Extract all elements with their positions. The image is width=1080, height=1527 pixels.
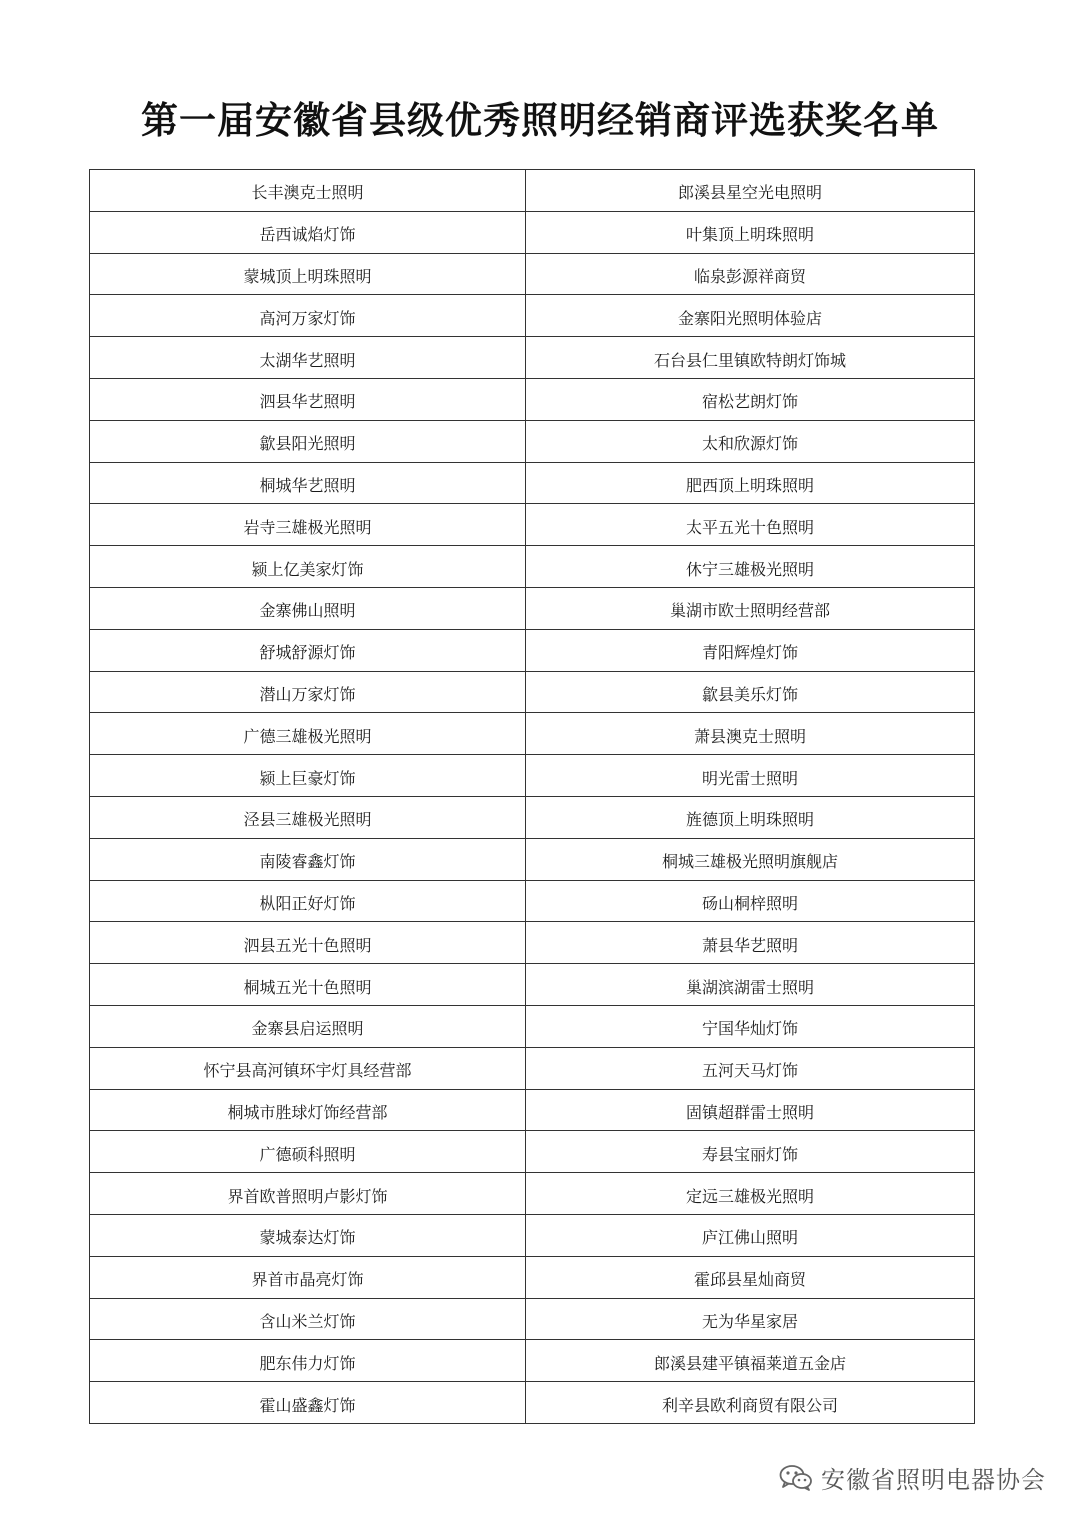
- winner-cell-left: 桐城华艺照明: [90, 462, 526, 504]
- table-row: [90, 170, 975, 212]
- winner-cell-left: 肥东伟力灯饰: [90, 1340, 526, 1382]
- table-row: [90, 1382, 975, 1424]
- winner-cell-left: 金寨县启运照明: [90, 1005, 526, 1047]
- table-row: [90, 1256, 975, 1298]
- table-row: [90, 922, 975, 964]
- winner-cell-right: 萧县华艺照明: [526, 922, 975, 964]
- winner-cell-left: 含山米兰灯饰: [90, 1298, 526, 1340]
- winner-cell-right: 砀山桐梓照明: [526, 880, 975, 922]
- winner-cell-left: 颍上亿美家灯饰: [90, 546, 526, 588]
- winner-cell-left: 潜山万家灯饰: [90, 671, 526, 713]
- winner-cell-left: 界首市晶亮灯饰: [90, 1256, 526, 1298]
- winner-cell-right: 临泉彭源祥商贸: [526, 253, 975, 295]
- table-row: [90, 671, 975, 713]
- winner-cell-left: 舒城舒源灯饰: [90, 629, 526, 671]
- winner-cell-right: 旌德顶上明珠照明: [526, 796, 975, 838]
- table-row: [90, 211, 975, 253]
- winner-cell-right: 桐城三雄极光照明旗舰店: [526, 838, 975, 880]
- winner-cell-left: 岳西诚焰灯饰: [90, 211, 526, 253]
- winner-cell-right: 寿县宝丽灯饰: [526, 1131, 975, 1173]
- winner-cell-left: 太湖华艺照明: [90, 337, 526, 379]
- winner-cell-right: 金寨阳光照明体验店: [526, 295, 975, 337]
- winner-cell-left: 桐城五光十色照明: [90, 964, 526, 1006]
- winner-cell-left: 广德三雄极光照明: [90, 713, 526, 755]
- table-row: [90, 796, 975, 838]
- winner-cell-right: 郎溪县星空光电照明: [526, 170, 975, 212]
- table-row: [90, 253, 975, 295]
- winner-cell-right: 巢湖市欧士照明经营部: [526, 587, 975, 629]
- watermark: [779, 1460, 1046, 1495]
- winner-cell-right: 太平五光十色照明: [526, 504, 975, 546]
- winner-cell-right: 定远三雄极光照明: [526, 1173, 975, 1215]
- winner-cell-right: 无为华星家居: [526, 1298, 975, 1340]
- table-row: [90, 504, 975, 546]
- winner-cell-right: 巢湖滨湖雷士照明: [526, 964, 975, 1006]
- winner-cell-right: 太和欣源灯饰: [526, 420, 975, 462]
- table-row: [90, 1005, 975, 1047]
- winner-cell-right: 叶集顶上明珠照明: [526, 211, 975, 253]
- winner-cell-left: 怀宁县高河镇环宇灯具经营部: [90, 1047, 526, 1089]
- winner-cell-right: 青阳辉煌灯饰: [526, 629, 975, 671]
- table-row: [90, 1340, 975, 1382]
- winner-cell-left: 高河万家灯饰: [90, 295, 526, 337]
- winner-cell-left: 界首欧普照明卢影灯饰: [90, 1173, 526, 1215]
- winner-cell-left: 泗县五光十色照明: [90, 922, 526, 964]
- table-row: [90, 1131, 975, 1173]
- winner-cell-left: 南陵睿鑫灯饰: [90, 838, 526, 880]
- award-winners-table: [89, 169, 975, 1424]
- table-row: [90, 1214, 975, 1256]
- winner-cell-right: 肥西顶上明珠照明: [526, 462, 975, 504]
- winner-cell-right: 五河天马灯饰: [526, 1047, 975, 1089]
- table-row: [90, 713, 975, 755]
- winner-cell-left: 泾县三雄极光照明: [90, 796, 526, 838]
- wechat-icon: [779, 1464, 813, 1492]
- winner-cell-left: 枞阳正好灯饰: [90, 880, 526, 922]
- winner-cell-left: 歙县阳光照明: [90, 420, 526, 462]
- table-row: [90, 629, 975, 671]
- winner-cell-right: 休宁三雄极光照明: [526, 546, 975, 588]
- table-row: [90, 462, 975, 504]
- table-body: [90, 170, 975, 1424]
- winner-cell-left: 长丰澳克士照明: [90, 170, 526, 212]
- winner-cell-right: 明光雷士照明: [526, 755, 975, 797]
- table-row: [90, 1047, 975, 1089]
- winner-cell-right: 郎溪县建平镇福莱道五金店: [526, 1340, 975, 1382]
- winner-cell-left: 岩寺三雄极光照明: [90, 504, 526, 546]
- winner-cell-right: 宁国华灿灯饰: [526, 1005, 975, 1047]
- table-row: [90, 964, 975, 1006]
- table-row: [90, 337, 975, 379]
- winner-cell-right: 歙县美乐灯饰: [526, 671, 975, 713]
- winner-cell-right: 石台县仁里镇欧特朗灯饰城: [526, 337, 975, 379]
- winner-cell-right: 萧县澳克士照明: [526, 713, 975, 755]
- winner-cell-left: 颍上巨豪灯饰: [90, 755, 526, 797]
- winner-cell-left: 蒙城顶上明珠照明: [90, 253, 526, 295]
- winner-cell-right: 庐江佛山照明: [526, 1214, 975, 1256]
- page-title: 第一届安徽省县级优秀照明经销商评选获奖名单: [141, 99, 939, 142]
- table-row: [90, 1089, 975, 1131]
- table-row: [90, 587, 975, 629]
- table-row: [90, 420, 975, 462]
- watermark-text: 安徽省照明电器协会: [821, 1466, 1046, 1494]
- winner-cell-left: 蒙城泰达灯饰: [90, 1214, 526, 1256]
- winner-cell-right: 固镇超群雷士照明: [526, 1089, 975, 1131]
- table-row: [90, 378, 975, 420]
- winner-cell-left: 泗县华艺照明: [90, 378, 526, 420]
- winner-cell-right: 宿松艺朗灯饰: [526, 378, 975, 420]
- winner-cell-right: 霍邱县星灿商贸: [526, 1256, 975, 1298]
- table-row: [90, 755, 975, 797]
- table-row: [90, 880, 975, 922]
- table-row: [90, 1298, 975, 1340]
- winner-cell-left: 霍山盛鑫灯饰: [90, 1382, 526, 1424]
- table-row: [90, 838, 975, 880]
- winner-cell-left: 广德硕科照明: [90, 1131, 526, 1173]
- winner-cell-left: 金寨佛山照明: [90, 587, 526, 629]
- table-row: [90, 1173, 975, 1215]
- winner-cell-right: 利辛县欧利商贸有限公司: [526, 1382, 975, 1424]
- winner-cell-left: 桐城市胜球灯饰经营部: [90, 1089, 526, 1131]
- table-row: [90, 295, 975, 337]
- table-row: [90, 546, 975, 588]
